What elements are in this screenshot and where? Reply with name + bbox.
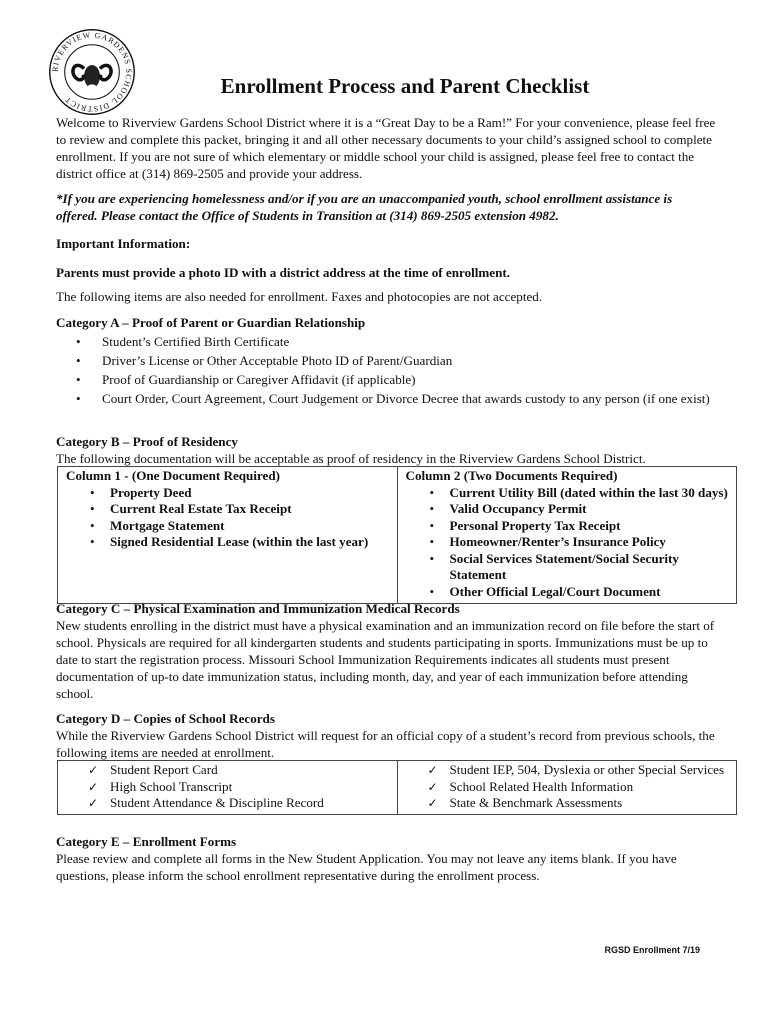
category-e-title: Category E – Enrollment Forms [56, 834, 237, 849]
column-1-item: • Signed Residential Lease (within the last year) [66, 534, 391, 551]
page-title: Enrollment Process and Parent Checklist [220, 74, 590, 98]
column-1-heading: Column 1 - (One Document Required) [66, 468, 280, 483]
records-checklist-item: ✓ Student Attendance & Discipline Record [66, 795, 391, 812]
district-seal-logo [48, 28, 136, 116]
category-e-text: Please review and complete all forms in the New Student Application. You may not leave any items blank. If you have questions, please inform the school enrollment representative during the enrollment process. [56, 851, 677, 883]
category-e-section [56, 833, 716, 884]
category-b-description: The following documentation will be acceptable as proof of residency in the Riverview Gardens School District. [56, 451, 646, 466]
category-c-title: Category C – Physical Examination and Immunization Medical Records [56, 601, 460, 616]
column-2-item: • Current Utility Bill (dated within the last 30 days) [406, 485, 731, 502]
records-checklist-item: ✓ Student Report Card [66, 762, 391, 779]
column-1-item: • Mortgage Statement [66, 518, 391, 535]
column-2-heading: Column 2 (Two Documents Required) [405, 468, 618, 483]
records-checklist-item: ✓ State & Benchmark Assessments [406, 795, 731, 812]
records-checklist-item: ✓ Student IEP, 504, Dyslexia or other Special Services [406, 762, 731, 779]
category-a-item: • Student’s Certified Birth Certificate [56, 333, 716, 350]
photo-id-requirement: Parents must provide a photo ID with a district address at the time of enrollment. [56, 265, 511, 280]
school-records-table [57, 760, 737, 815]
category-b-title: Category B – Proof of Residency [56, 434, 238, 449]
category-c-section [56, 600, 716, 702]
records-checklist-item: ✓ School Related Health Information [406, 779, 731, 796]
category-a-item: • Proof of Guardianship or Caregiver Affidavit (if applicable) [56, 371, 716, 388]
category-d-text: While the Riverview Gardens School District will request for an official copy of a student’s record from previous schools, the following items are needed at enrollment. [56, 728, 715, 760]
intro-paragraph: Welcome to Riverview Gardens School District where it is a “Great Day to be a Ram!” For your convenience, please feel free to review and complete this packet, bringing it and all other necessary documents to your child’s assigned school to complete enrollment. If you are not sure of which elementary or middle school your child is assigned, please feel free to contact the district office at (314) 869-2505 and provide your address. [56, 115, 716, 181]
footer-version: RGSD Enrollment 7/19 [604, 945, 700, 955]
records-left-column [58, 761, 398, 815]
column-2-item: • Personal Property Tax Receipt [406, 518, 731, 535]
following-items-note: The following items are also needed for enrollment. Faxes and photocopies are not accepted. [56, 289, 543, 304]
records-checklist-item: ✓ High School Transcript [66, 779, 391, 796]
column-2-item: • Social Services Statement/Social Security Statement [406, 551, 731, 584]
column-2-item: • Other Official Legal/Court Document [406, 584, 731, 601]
residency-column-1 [58, 467, 398, 604]
category-d-title: Category D – Copies of School Records [56, 711, 275, 726]
category-a-item: • Court Order, Court Agreement, Court Judgement or Divorce Decree that awards custody to any person (if one exist) [56, 390, 716, 407]
column-1-item: • Current Real Estate Tax Receipt [66, 501, 391, 518]
residency-documents-table [57, 466, 737, 604]
category-b-section [56, 433, 716, 467]
seal-ring-text: RIVERVIEW GARDENS SCHOOL DISTRICT [50, 30, 134, 114]
residency-column-2 [397, 467, 737, 604]
column-2-item: • Valid Occupancy Permit [406, 501, 731, 518]
category-a-item: • Driver’s License or Other Acceptable Photo ID of Parent/Guardian [56, 352, 716, 369]
category-d-section [56, 710, 716, 761]
homeless-assistance-note: *If you are experiencing homelessness and/or if you are an unaccompanied youth, school enrollment assistance is offered. Please contact the Office of Students in Transition at (314) 869-2505 extension 4982. [56, 191, 673, 223]
column-1-item: • Property Deed [66, 485, 391, 502]
category-a-title: Category A – Proof of Parent or Guardian Relationship [56, 315, 366, 330]
important-info-heading: Important Information: [56, 236, 191, 251]
category-c-text: New students enrolling in the district must have a physical examination and an immunization record on file before the start of school. Physicals are required for all kindergarten students and students participating in sports. Immunizations must be up to date to start the registration process. Missouri School Immunization Requirements indicates all students must present documentation of up-to date immunization status, including month, day, and year of each immunization before attending school. [56, 618, 715, 701]
records-right-column [397, 761, 737, 815]
column-2-item: • Homeowner/Renter’s Insurance Policy [406, 534, 731, 551]
category-a-section [56, 314, 716, 409]
